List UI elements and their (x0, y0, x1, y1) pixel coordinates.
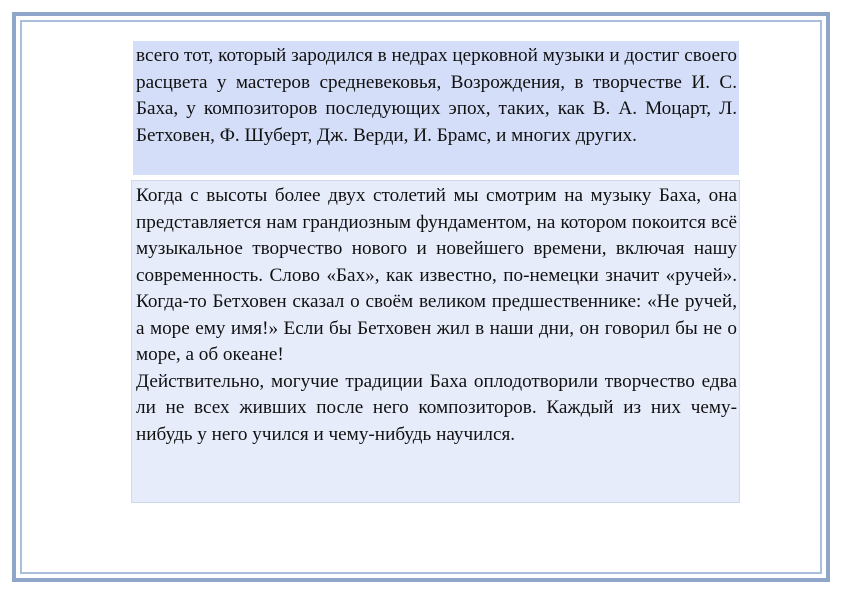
text-block-upper (133, 41, 739, 175)
paragraph-2-part-2: Действительно, могучие традиции Баха оплодотворили творчество едва ли не всех живших после него композиторов. Каждый из них чему-нибудь у него учился и чему-нибудь научился. (136, 370, 737, 445)
paragraph-1: всего тот, который зародился в недрах церковной музыки и достиг своего расцвета у мастеров средневековья, Возрождения, в творчестве И. С. Баха, у композиторов последующих эпох, таких, как В. А. Моцарт, Л. Бетховен, Ф. Шуберт, Дж. Верди, И. Брамс, и многих других. (136, 45, 737, 146)
paragraph-2-part-1: Когда с высоты более двух столетий мы смотрим на музыку Баха, она представляется нам грандиозным фундаментом, на котором покоится всё музыкальное творчество нового и новейшего времени, включая нашу современность. Слово «Бах», как известно, по-немецки значит «ручей». Когда-то Бетховен сказал о своём великом предшественнике: «Не ручей, а море ему имя!» Если бы Бетховен жил в наши дни, он говорил бы не о море, а об океане! (136, 185, 737, 365)
text-block-lower (131, 180, 740, 503)
